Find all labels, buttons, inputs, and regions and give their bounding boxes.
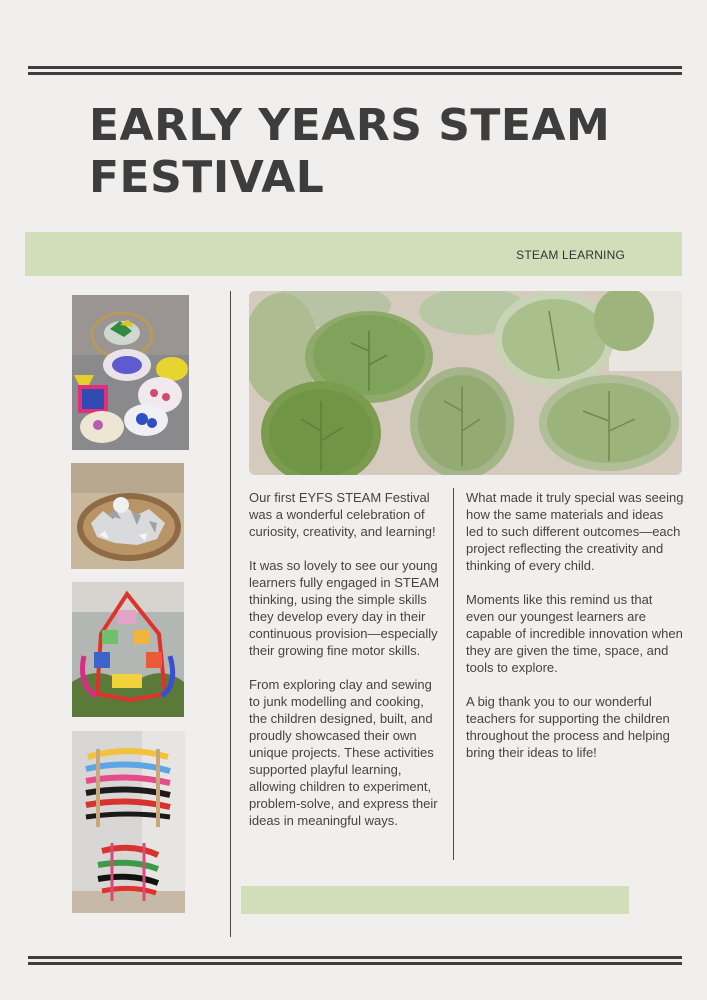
photo-foil-model (71, 463, 184, 569)
bottom-rule-1 (28, 956, 682, 959)
article-paragraph: What made it truly special was seeing how the same materials and ideas led to such different outcomes—each project reflecting the creativity and thinking of every child. (466, 490, 684, 573)
photo-sewing-project-image (72, 582, 184, 717)
section-band (25, 232, 682, 276)
photo-painted-pots (72, 295, 189, 450)
footer-band (241, 886, 629, 914)
photo-clay-leaves-image (249, 291, 682, 475)
top-rule-2 (28, 72, 682, 75)
photo-painted-pots-image (72, 295, 189, 450)
photo-sewing-project (72, 582, 184, 717)
photo-clay-leaves (249, 291, 682, 475)
photo-weaving-image (72, 731, 185, 913)
article-column-left (249, 489, 444, 846)
article-paragraph: Moments like this remind us that even our youngest learners are capable of incredible innovation when they are given the time, space, and tools to explore. (466, 592, 683, 675)
bottom-rule-2 (28, 962, 682, 965)
article-column-right (466, 489, 684, 778)
photo-weaving (72, 731, 185, 913)
article-paragraph: From exploring clay and sewing to junk modelling and cooking, the children designed, built, and proudly showcased their own unique projects. These activities supported playful learning, allowing children to experiment, problem-solve, and express their ideas in meaningful ways. (249, 677, 438, 828)
section-label: STEAM LEARNING (516, 248, 625, 262)
column-divider-left (230, 291, 231, 937)
top-rule-1 (28, 66, 682, 69)
article-paragraph: A big thank you to our wonderful teachers for supporting the children throughout the process and helping bring their ideas to life! (466, 694, 670, 760)
article-paragraph: Our first EYFS STEAM Festival was a wonderful celebration of curiosity, creativity, and learning! (249, 490, 436, 539)
column-divider-middle (453, 488, 454, 860)
article-paragraph: It was so lovely to see our young learners fully engaged in STEAM thinking, using the simple skills they develop every day in their continuous provision—especially their growing fine motor skills. (249, 558, 440, 658)
page-title: EARLY YEARS STEAM FESTIVAL (89, 100, 611, 203)
photo-foil-model-image (71, 463, 184, 569)
